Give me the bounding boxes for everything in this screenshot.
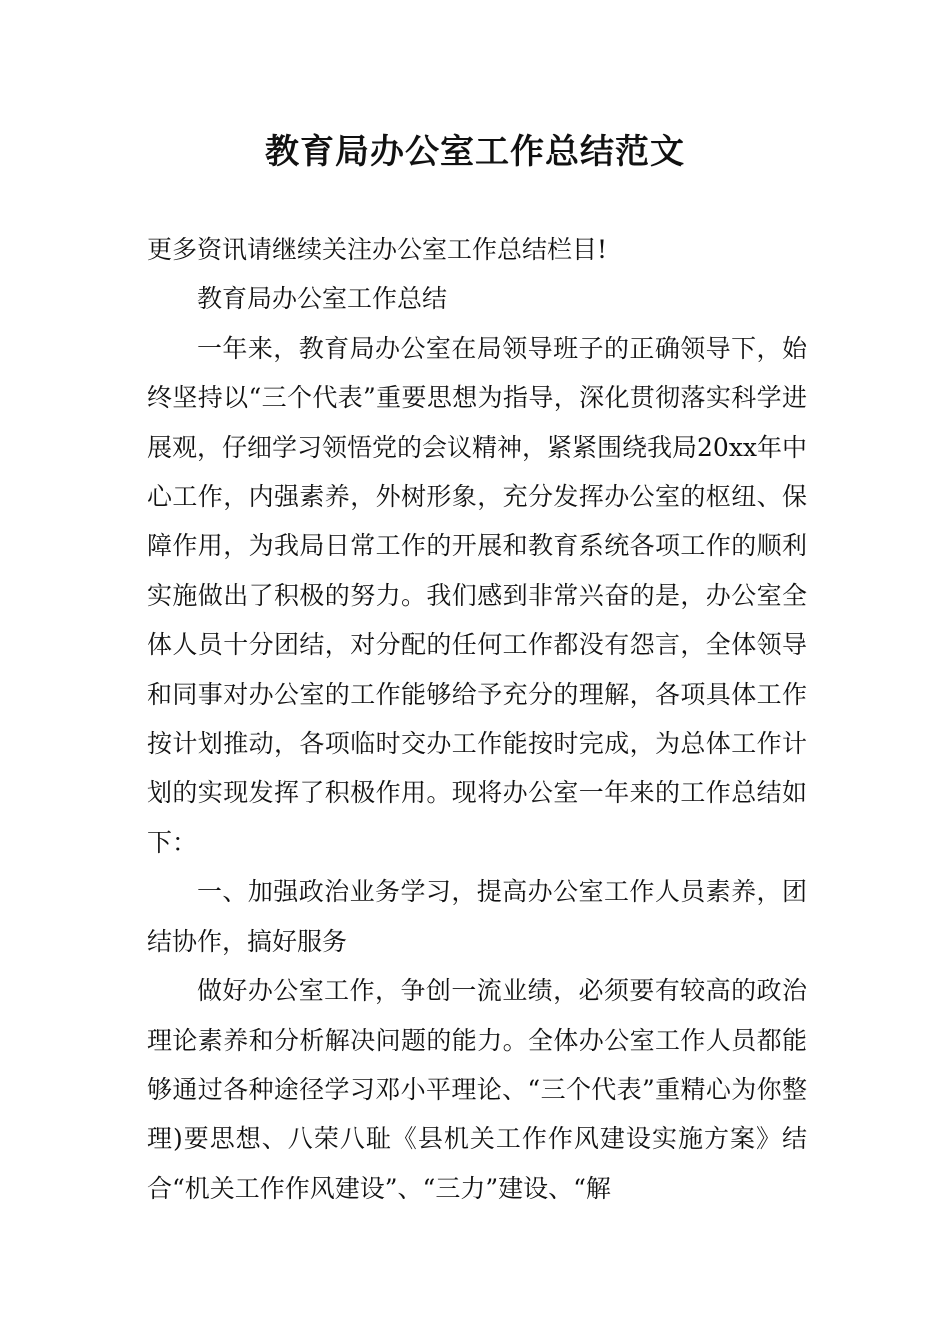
document-title: 教育局办公室工作总结范文 [265, 132, 685, 172]
subheading-one: 一、加强政治业务学习，提高办公室工作人员素养，团结协作，搞好服务 [147, 877, 807, 956]
section-heading: 教育局办公室工作总结 [197, 284, 448, 314]
intro-line: 更多资讯请继续关注办公室工作总结栏目! [147, 235, 608, 264]
paragraph-study: 做好办公室工作，争创一流业绩，必须要有较高的政治理论素养和分析解决问题的能力。全体办公室工作人员都能够通过各种途径学习邓小平理论、“三个代表”重精心为你整理)要思想、八荣八耻《县机关工作作风建设实施方案》结合“机关工作作风建设”、“三力”建设、“解 [147, 976, 807, 1203]
document-body [147, 225, 807, 1213]
paragraph-summary: 一年来，教育局办公室在局领导班子的正确领导下，始终坚持以“三个代表”重要思想为指导，深化贯彻落实科学进展观，仔细学习领悟党的会议精神，紧紧围绕我局20xx年中心工作，内强素养，外树形象，充分发挥办公室的枢纽、保障作用，为我局日常工作的开展和教育系统各项工作的顺利实施做出了积极的努力。我们感到非常兴奋的是，办公室全体人员十分团结，对分配的任何工作都没有怨言，全体领导和同事对办公室的工作能够给予充分的理解，各项具体工作按计划推动，各项临时交办工作能按时完成，为总体工作计划的实现发挥了积极作用。现将办公室一年来的工作总结如下： [147, 333, 808, 857]
